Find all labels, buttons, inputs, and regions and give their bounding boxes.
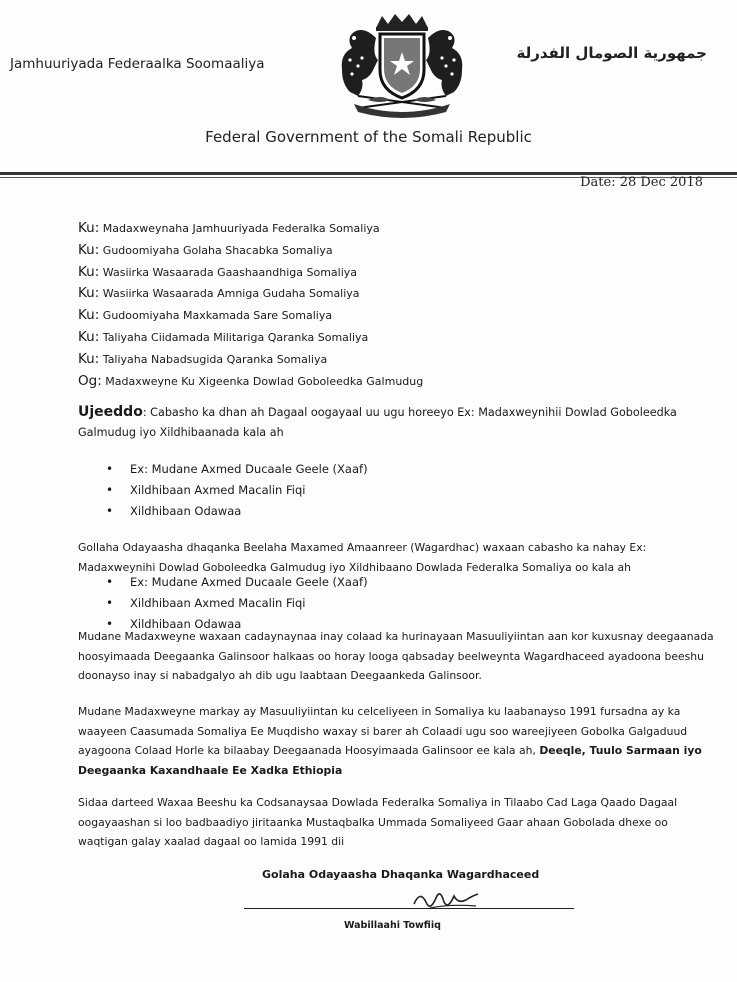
signature-line: [244, 908, 574, 909]
recipient-row: [78, 305, 423, 327]
header-left-title: Jamhuuriyada Federaalka Soomaaliya: [10, 56, 265, 72]
recipient-text: Wasiirka Wasaarada Gaashaandhiga Somaliya: [102, 265, 358, 279]
somalia-coat-of-arms-icon: [328, 8, 476, 120]
recipient-text: Taliyaha Nabadsugida Qaranka Somaliya: [102, 352, 328, 366]
paragraph-emphasis: Deeqle, Tuulo Sarmaan iyo Deegaanka Kaxandhaale Ee Xadka Ethiopia: [78, 744, 702, 777]
recipient-row: [78, 327, 423, 349]
recipient-prefix: Ku:: [78, 241, 100, 258]
recipient-prefix: Og:: [78, 372, 102, 389]
recipient-prefix: Ku:: [78, 307, 100, 324]
list-item: • Xildhibaan Odawaa: [104, 501, 368, 522]
list-item: • Xildhibaan Odawaa: [104, 614, 368, 635]
list-item: • Xildhibaan Axmed Macalin Fiqi: [104, 480, 368, 501]
recipient-list: [78, 218, 423, 392]
list-item: • Ex: Mudane Axmed Ducaale Geele (Xaaf): [104, 459, 368, 480]
subject-line: [78, 402, 698, 443]
recipient-prefix: Ku:: [78, 328, 100, 345]
accused-list-one: [104, 459, 368, 522]
recipient-text: Madaxweyne Ku Xigeenka Dowlad Goboleedka Galmudug: [105, 374, 424, 388]
signer-organization: Golaha Odayaasha Dhaqanka Wagardhaceed: [262, 868, 540, 881]
subject-text: : Cabasho ka dhan ah Dagaal oogayaal uu ugu horeeyo Ex: Madaxweynihii Dowlad Goboleedka Galmudug iyo Xildhibaanada kala ah: [78, 406, 677, 439]
body-paragraph-two: Mudane Madaxweyne waxaan cadaynaynaa inay colaad ka hurinayaan Masuuliyiintan aan kor kuxusnay deegaanada hoosyimaada Deegaanka Galinsoor halkaas oo horay looga qabsaday beelweynta Wagardhaceed ayadoona beeshu doonayso inay si nabadgalyo ah dib ugu laabtaan Deegaankeda Galinsoor.: [78, 630, 714, 683]
recipient-text: Gudoomiyaha Maxkamada Sare Somaliya: [102, 309, 333, 323]
body-paragraph-one: Gollaha Odayaasha dhaqanka Beelaha Maxamed Amaanreer (Wagardhac) waxaan cabasho ka nahay Ex: Madaxweynihi Dowlad Goboleedka Galmudug iyo Xildhibaano Dowlada Federalka Somaliya oo kala ah: [78, 541, 647, 574]
paragraph-text: Mudane Madaxweyne markay ay Masuuliyiintan ku celceliyeen in Somaliya ku laabanayso 1991 fursadna ay ka waayeen Caasumada Somaliya Ee Muqdisho waxay si barer ah Colaadi ugu soo wareejiyeen Gobolka Galgaduud ayagoona Colaad Horle ka bilaabay Deegaanada Hoosyimaada Galinsoor ee kala ah,: [78, 705, 688, 758]
header-right-title: جمهورية الصومال الفدرلة: [516, 44, 707, 62]
header-center-title: Federal Government of the Somali Republic: [205, 128, 532, 146]
subject-label: Ujeeddo: [78, 404, 143, 420]
recipient-text: Madaxweynaha Jamhuuriyada Federalka Somaliya: [102, 222, 380, 235]
recipient-row: [78, 218, 423, 240]
document-date: Date: 28 Dec 2018: [580, 175, 703, 190]
handwritten-signature-icon: [410, 884, 482, 916]
recipient-prefix: Ku:: [78, 220, 100, 236]
recipient-prefix: Ku:: [78, 285, 100, 302]
recipient-text: Taliyaha Ciidamada Militariga Qaranka Somaliya: [102, 330, 369, 344]
list-item: • Xildhibaan Axmed Macalin Fiqi: [104, 593, 368, 614]
recipient-prefix: Ku:: [78, 263, 100, 280]
recipient-row: [78, 262, 423, 284]
recipient-text: Gudoomiyaha Golaha Shacabka Somaliya: [102, 243, 333, 257]
recipient-row-cc: [78, 371, 423, 393]
body-paragraph-three: [78, 702, 718, 780]
body-paragraph-four: Sidaa darteed Waxaa Beeshu ka Codsanaysaa Dowlada Federalka Somaliya in Tilaabo Cad Laga Qaado Dagaal oogayaashan si loo badbaadiyo jiritaanka Mustaqbalka Ummada Somaliyeed Gaar ahaan Gobolada dhexe oo waqtigan galay xaalad dagaal oo lamida 1991 dii: [78, 796, 678, 849]
accused-list-two: [104, 572, 368, 635]
recipient-row: [78, 240, 423, 262]
recipient-prefix: Ku:: [78, 350, 100, 367]
recipient-text: Wasiirka Wasaarada Amniga Gudaha Somaliya: [102, 287, 360, 301]
list-item: • Ex: Mudane Axmed Ducaale Geele (Xaaf): [104, 572, 368, 593]
recipient-row: [78, 283, 423, 305]
signer-name: Wabillaahi Towfiiq: [344, 920, 441, 931]
recipient-row: [78, 349, 423, 371]
